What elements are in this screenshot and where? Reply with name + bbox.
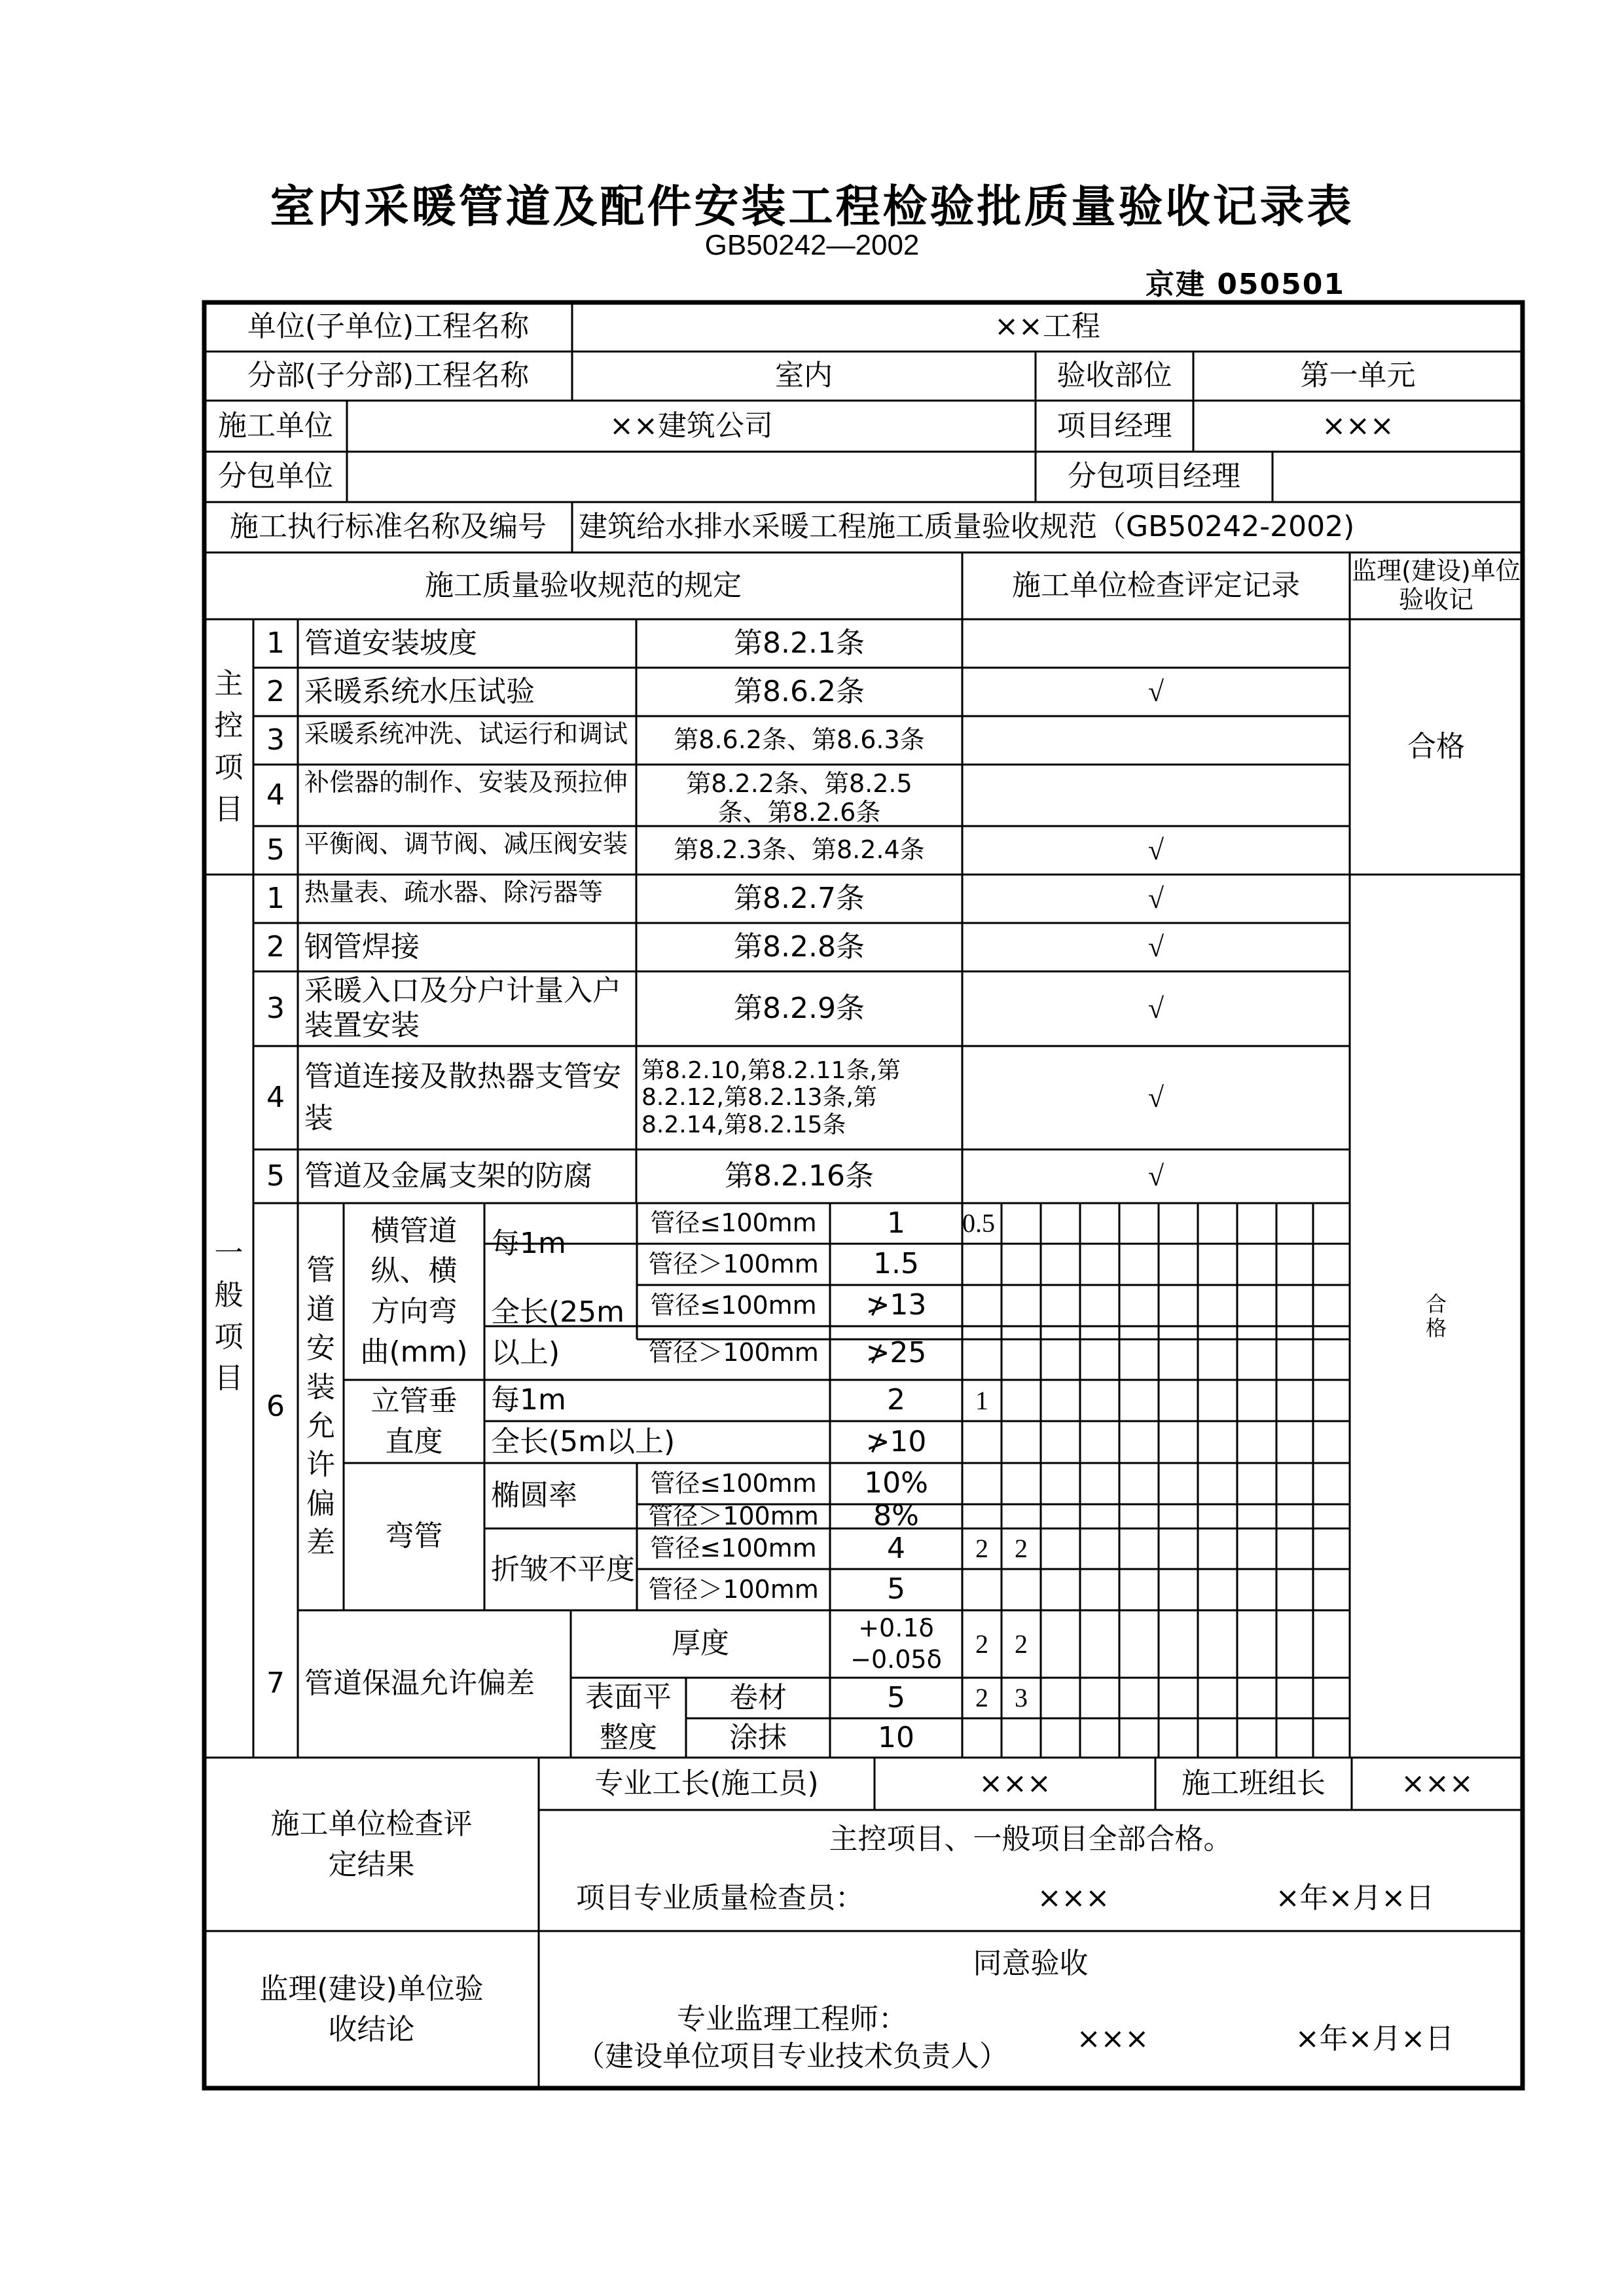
tolerance-value: 5 <box>887 1680 905 1714</box>
client-tech-lead-label: （建设单位项目专业技术负责人） <box>576 2039 1008 2073</box>
general-item-no: 7 <box>266 1667 285 1701</box>
thickness-label: 厚度 <box>672 1627 729 1661</box>
paint-label: 涂抹 <box>729 1720 787 1754</box>
main-item-clause: 第8.6.2条 <box>734 674 865 708</box>
general-item-clause: 第8.2.8条 <box>734 930 865 964</box>
contractor-result-label: 施工单位检查评定结果 <box>270 1807 473 1881</box>
horizontal-pipe-label: 横管道纵、横方向弯曲(mm) <box>360 1214 468 1369</box>
subcontractor-value[interactable] <box>347 452 1036 502</box>
location-label: 验收部位 <box>1056 359 1172 393</box>
foreman-value[interactable]: ××× <box>979 1766 1051 1800</box>
general-item-name: 采暖入口及分户计量入户装置安装 <box>304 974 621 1042</box>
check-column-header: 施工单位检查评定记录 <box>1012 568 1300 602</box>
general-item-check[interactable]: √ <box>1147 930 1164 963</box>
general-item-check[interactable]: √ <box>1147 992 1164 1024</box>
team-leader-value[interactable]: ××× <box>1401 1766 1473 1800</box>
diameter-le100: 管径≤100mm <box>650 1534 817 1563</box>
general-item-clause: 第8.2.7条 <box>734 881 865 915</box>
measured-value[interactable]: 1 <box>975 1385 988 1415</box>
general-item-name: 管道及金属支架的防腐 <box>304 1159 592 1193</box>
location-value[interactable]: 第一单元 <box>1300 359 1416 393</box>
sub-pm-label: 分包项目经理 <box>1068 460 1240 494</box>
tolerance-value: ≯13 <box>865 1288 927 1322</box>
general-item-check[interactable]: √ <box>1147 1081 1164 1113</box>
measured-value[interactable]: 2 <box>975 1629 988 1659</box>
general-result[interactable]: 合格 <box>1425 1291 1447 1341</box>
main-item-name: 补偿器的制作、安装及预拉伸 <box>304 768 628 797</box>
main-item-name: 采暖系统水压试验 <box>304 674 535 708</box>
general-item-no: 3 <box>266 991 285 1025</box>
full-length-label: 全长(25m以上) <box>491 1295 625 1369</box>
general-label <box>204 875 253 1758</box>
main-item-name: 采暖系统冲洗、试运行和调试 <box>304 719 628 748</box>
tolerance-value: 8% <box>873 1499 919 1533</box>
diameter-gt100: 管径＞100mm <box>648 1338 819 1367</box>
main-item-name: 平衡阀、调节阀、减压阀安装 <box>304 829 628 858</box>
standard-label: 施工执行标准名称及编号 <box>230 510 547 544</box>
general-item-no: 1 <box>266 881 285 915</box>
diameter-gt100: 管径＞100mm <box>648 1249 819 1278</box>
diameter-le100: 管径≤100mm <box>650 1290 817 1320</box>
unit-project-label: 单位(子单位)工程名称 <box>247 310 530 344</box>
measured-value[interactable]: 3 <box>1015 1683 1028 1712</box>
supervising-engineer-label: 专业监理工程师： <box>677 2002 907 2036</box>
vertical-full-length-label: 全长(5m以上) <box>491 1424 676 1458</box>
project-manager-label: 项目经理 <box>1056 408 1172 443</box>
bend-pipe-label: 弯管 <box>385 1519 443 1553</box>
main-item-name: 管道安装坡度 <box>304 626 477 660</box>
standard-code: GB50242—2002 <box>704 229 920 261</box>
division-label: 分部(子分部)工程名称 <box>247 359 530 393</box>
engineer-signature[interactable]: ××× <box>1076 2021 1149 2055</box>
spec-column-header: 施工质量验收规范的规定 <box>425 568 742 602</box>
general-item-name: 钢管焊接 <box>304 930 420 964</box>
wrinkle-label: 折皱不平度 <box>491 1552 635 1586</box>
insulation-deviation-label: 管道保温允许偏差 <box>304 1667 535 1701</box>
vertical-pipe-label: 立管垂直度 <box>370 1384 458 1458</box>
tolerance-value: 1 <box>887 1206 905 1240</box>
deviation-group-text: 管道安装允许偏差 <box>306 1254 335 1560</box>
roll-material-label: 卷材 <box>729 1680 787 1714</box>
foreman-label: 专业工长(施工员) <box>594 1766 819 1800</box>
general-item-no: 4 <box>266 1080 285 1114</box>
contractor-label: 施工单位 <box>218 408 333 443</box>
main-item-no: 5 <box>266 833 285 867</box>
unit-project-value[interactable]: ××工程 <box>994 310 1100 344</box>
division-value[interactable]: 室内 <box>775 359 833 393</box>
main-item-check[interactable]: √ <box>1147 675 1164 708</box>
sub-pm-value[interactable] <box>1272 452 1523 502</box>
general-item-clause: 第8.2.16条 <box>725 1159 874 1193</box>
general-item-no: 6 <box>266 1389 285 1423</box>
deviation-group-label <box>298 1203 344 1610</box>
main-item-no: 4 <box>266 778 285 812</box>
form-title: 室内采暖管道及配件安装工程检验批质量验收记录表 <box>270 181 1354 233</box>
subcontractor-label: 分包单位 <box>218 460 333 494</box>
main-item-check[interactable]: √ <box>1147 833 1164 866</box>
measured-value[interactable]: 2 <box>975 1534 988 1563</box>
per-meter-label: 每1m <box>491 1227 566 1261</box>
inspector-date[interactable]: ×年×月×日 <box>1275 1881 1435 1915</box>
tolerance-value: ≯10 <box>865 1424 927 1458</box>
diameter-gt100: 管径＞100mm <box>648 1574 819 1604</box>
general-item-no: 5 <box>266 1159 285 1193</box>
ovality-label: 椭圆率 <box>491 1478 577 1512</box>
tolerance-value: 1.5 <box>873 1247 919 1281</box>
supervision-conclusion-text[interactable]: 同意验收 <box>973 1946 1089 1980</box>
flatness-label: 表面平整度 <box>585 1680 672 1754</box>
main-item-check[interactable] <box>962 619 1350 668</box>
main-item-no: 1 <box>266 626 285 660</box>
general-item-clause: 第8.2.9条 <box>734 991 865 1025</box>
form-number: 京建 050501 <box>1146 268 1346 301</box>
contractor-result-text[interactable]: 主控项目、一般项目全部合格。 <box>829 1822 1233 1856</box>
inspector-label: 项目专业质量检查员： <box>576 1881 864 1915</box>
tolerance-value: 10% <box>864 1466 928 1500</box>
general-item-check[interactable]: √ <box>1147 1159 1164 1192</box>
main-item-no: 3 <box>266 723 285 757</box>
supervision-conclusion-label: 监理(建设)单位验收结论 <box>259 1972 484 2046</box>
main-item-clause: 第8.2.1条 <box>734 626 865 660</box>
general-item-name: 热量表、疏水器、除污器等 <box>304 878 604 907</box>
general-item-name: 管道连接及散热器支管安装 <box>304 1060 621 1135</box>
vertical-per-meter-label: 每1m <box>491 1383 566 1417</box>
tolerance-value: 5 <box>887 1572 905 1606</box>
standard-value[interactable]: 建筑给水排水采暖工程施工质量验收规范（GB50242-2002) <box>579 510 1355 544</box>
general-label-text: 一般项目 <box>214 1236 244 1396</box>
main-item-check[interactable] <box>962 716 1350 765</box>
diameter-le100: 管径≤100mm <box>650 1208 817 1238</box>
diameter-le100: 管径≤100mm <box>650 1468 817 1498</box>
tolerance-value: 2 <box>887 1383 905 1417</box>
general-item-clause: 第8.2.10,第8.2.11条,第8.2.12,第8.2.13条,第8.2.14,第8.2.15条 <box>641 1057 901 1138</box>
supervision-column-header: 监理(建设)单位验收记 <box>1352 556 1521 614</box>
measured-value[interactable]: 0.5 <box>962 1208 995 1238</box>
diameter-gt100: 管径＞100mm <box>648 1501 819 1530</box>
main-item-no: 2 <box>266 674 285 708</box>
main-item-check[interactable] <box>962 765 1350 826</box>
measured-value[interactable]: 2 <box>975 1683 988 1712</box>
tolerance-value: 10 <box>878 1720 914 1754</box>
tolerance-value: ≯25 <box>865 1335 927 1369</box>
contractor-value[interactable]: ××建筑公司 <box>609 408 773 443</box>
general-item-check[interactable]: √ <box>1147 882 1164 914</box>
main-item-clause: 第8.6.2条、第8.6.3条 <box>674 725 925 755</box>
main-item-clause: 第8.2.3条、第8.2.4条 <box>674 835 925 865</box>
measured-value[interactable]: 2 <box>1015 1629 1028 1659</box>
main-control-label <box>204 619 253 875</box>
measured-value[interactable]: 2 <box>1015 1534 1028 1563</box>
thickness-tolerance: +0.1δ −0.05δ <box>850 1614 942 1674</box>
main-control-result[interactable]: 合格 <box>1407 729 1465 763</box>
team-leader-label: 施工班组长 <box>1182 1766 1326 1800</box>
tolerance-value: 4 <box>887 1531 905 1565</box>
main-item-clause: 第8.2.2条、第8.2.5条、第8.2.6条 <box>686 769 912 826</box>
general-item-no: 2 <box>266 930 285 964</box>
main-control-label-text: 主控项目 <box>214 667 244 826</box>
engineer-date[interactable]: ×年×月×日 <box>1295 2021 1454 2055</box>
project-manager-value[interactable]: ××× <box>1322 408 1394 443</box>
inspector-signature[interactable]: ××× <box>1037 1881 1110 1915</box>
